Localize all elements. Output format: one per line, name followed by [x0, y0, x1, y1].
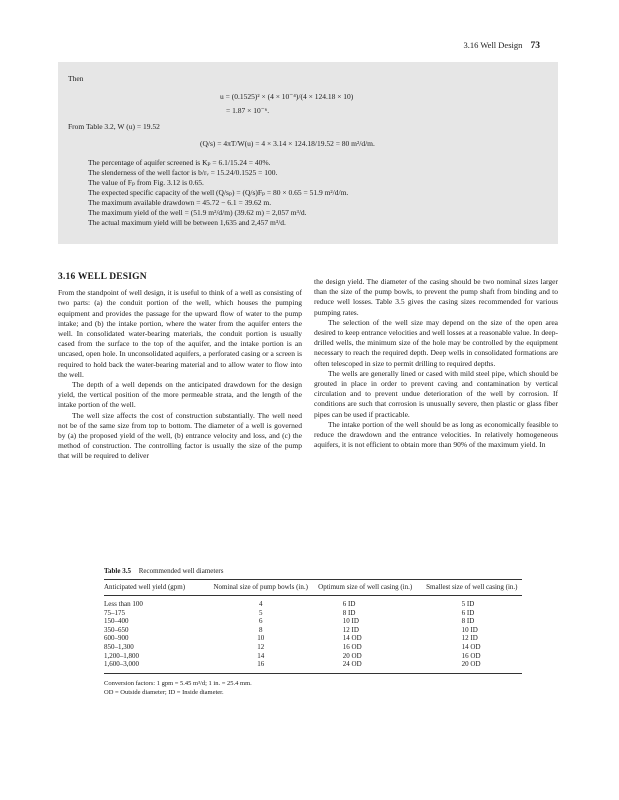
table-cell: 5 [258, 608, 263, 617]
well-diameters-table [104, 579, 522, 674]
table-cell: 16 OD [461, 651, 481, 660]
right-column [314, 277, 558, 450]
paragraph: The wells are generally lined or cased with mild steel pipe, which should be grouted in place in order to prevent caving and contamination by vertical circulation and to prevent undue deterioration of the well by corrosion. If conditions are such that corrosion is unusually severe, then plastic or glass fiber pipes can be used if practicable. [314, 368, 558, 419]
table-cell: 12 ID [461, 634, 478, 643]
table-cell: 5 ID [461, 600, 475, 608]
table-cell: 6 ID [342, 600, 356, 608]
left-column [58, 272, 302, 462]
table-cell: 850–1,300 [104, 642, 134, 651]
example-line: The value of Fₚ from Fig. 3.12 is 0.65. [88, 178, 204, 187]
paragraph: the design yield. The diameter of the casing should be two nominal sizes larger than the size of the pump bowls, to prevent the pump shaft from binding and to reduce well losses. Table 3.5 gives the casing sizes recommended for various pumping rates. [314, 277, 558, 317]
table-cell: 14 [257, 651, 265, 660]
table-row [104, 609, 522, 618]
paragraph: The selection of the well size may depend on the size of the open area desired to keep entrance velocities and well losses at a reasonable value. In deep-drilled wells, the minimum size of the hole may be controlled by the equipment necessary to reach the required depth. Deep wells in consolidated formations are often telescoped in size to permit drilling to required depths. [314, 317, 558, 368]
table-cell: 75–175 [104, 608, 125, 617]
table-cell: 16 [213, 660, 309, 673]
table-row [104, 596, 522, 609]
example-line: The percentage of aquifer screened is Kₚ = 6.1/15.24 = 40%. [88, 158, 271, 167]
table-title [104, 567, 522, 575]
example-line: The maximum available drawdown = 45.72 − 6.1 = 39.62 m. [88, 198, 272, 207]
table-note: OD = Outside diameter; ID = Inside diameter. [104, 688, 224, 696]
table-cell: 14 OD [461, 642, 481, 651]
paragraph: The well size affects the cost of construction substantially. The well need not be of the same size from top to bottom. The diameter of a well is governed by (a) the proposed yield of the well, (b) entrance velocity and loss, and (c) the method of construction. The controlling factor is usually the size of the pump that will be required to deliver [58, 410, 302, 461]
equation-u: u = (0.1525)² × (4 × 10⁻⁴)/(4 × 124.18 × 10) [220, 92, 354, 101]
table-cell: 8 ID [461, 617, 475, 626]
paragraph: The depth of a well depends on the anticipated drawdown for the design yield, the vertical position of the more permeable strata, and the length of the intake portion of the well. [58, 380, 302, 410]
table-cell: 6 ID [461, 608, 475, 617]
equation-u-result: = 1.87 × 10⁻⁶. [226, 106, 270, 115]
example-from-table: From Table 3.2, W (u) = 19.52 [68, 122, 160, 131]
example-line: The expected specific capacity of the well (Q/sₚ) = (Q/s)Fₚ = 80 × 0.65 = 51.9 m²/d/m. [88, 188, 349, 197]
table-cell: 10 ID [461, 625, 478, 634]
table-row [104, 660, 522, 673]
section-heading: 3.16 WELL DESIGN [58, 272, 147, 282]
table-cell: 16 OD [342, 642, 362, 651]
table-cell: Less than 100 [104, 600, 143, 608]
table-3-5 [104, 567, 522, 697]
table-row [104, 634, 522, 643]
example-results-list [88, 158, 548, 228]
table-header-row [104, 580, 522, 596]
table-cell: 1,600–3,000 [104, 660, 213, 673]
table-cell: 20 OD [342, 651, 362, 660]
running-head [463, 40, 540, 51]
table-cell: 600–900 [104, 634, 129, 643]
example-then: Then [68, 74, 84, 83]
paragraph: From the standpoint of well design, it is useful to think of a well as consisting of two parts: (a) the conduit portion of the well, which houses the pumping equipment and provides the passage for the upward flow of water to the pump intake; and (b) the intake portion, where the water from the aquifer enters the well. In consolidated water-bearing materials, the conduit portion is usually cased from the surface to the top of the aquifer, and the intake portion is an uncased, open hole. In unconsolidated aquifers, a perforated casing or a screen is required to hold back the water-bearing material and to allow water to flow into the well. [58, 288, 302, 379]
table-cell: 14 OD [342, 634, 362, 643]
example-line: The maximum yield of the well = (51.9 m²/d/m) (39.62 m) = 2,057 m³/d. [88, 208, 307, 217]
column-header: Optimum size of well casing (in.) [309, 580, 422, 596]
table-note: Conversion factors: 1 gpm = 5.45 m³/d; 1 in. = 25.4 mm. [104, 679, 252, 687]
table-notes [104, 679, 522, 697]
table-cell: 12 ID [342, 625, 359, 634]
example-box [58, 62, 558, 244]
table-cell: 8 ID [342, 608, 356, 617]
page-number: 73 [530, 41, 540, 51]
column-header: Smallest size of well casing (in.) [422, 580, 522, 596]
example-line: The slenderness of the well factor is b/rᵥ = 15.24/0.1525 = 100. [88, 168, 278, 177]
table-cell: 150–400 [104, 617, 129, 626]
paragraph: The intake portion of the well should be as long as economically feasible to reduce the drawdown and the entrance velocities. In relatively homogeneous aquifers, it is not efficient to obtain more than 90% of the maximum yield. In [314, 419, 558, 450]
table-row [104, 643, 522, 652]
example-line: The actual maximum yield will be between 1,635 and 2,457 m³/d. [88, 218, 286, 227]
equation-specific-capacity: (Q/s) = 4πT/W(u) = 4 × 3.14 × 124.18/19.52 = 80 m²/d/m. [200, 139, 375, 148]
table-cell: 20 OD [422, 660, 522, 673]
table-cell: 24 OD [309, 660, 422, 673]
table-cell: 12 [257, 642, 265, 651]
table-cell: 8 [258, 625, 263, 634]
section-reference: 3.16 Well Design [463, 40, 523, 50]
table-cell: 350–650 [104, 625, 129, 634]
table-row [104, 626, 522, 635]
table-row [104, 617, 522, 626]
table-row [104, 652, 522, 661]
column-header: Nominal size of pump bowls (in.) [213, 580, 309, 596]
table-cell: 1,200–1,800 [104, 651, 139, 660]
table-cell: 4 [258, 600, 263, 608]
table-cell: 10 ID [342, 617, 359, 626]
table-cell: 10 [257, 634, 265, 643]
table-cell: 6 [258, 617, 263, 626]
column-header: Anticipated well yield (gpm) [104, 580, 213, 596]
table-label: Table 3.5 [104, 567, 131, 575]
table-caption: Recommended well diameters [138, 567, 224, 575]
